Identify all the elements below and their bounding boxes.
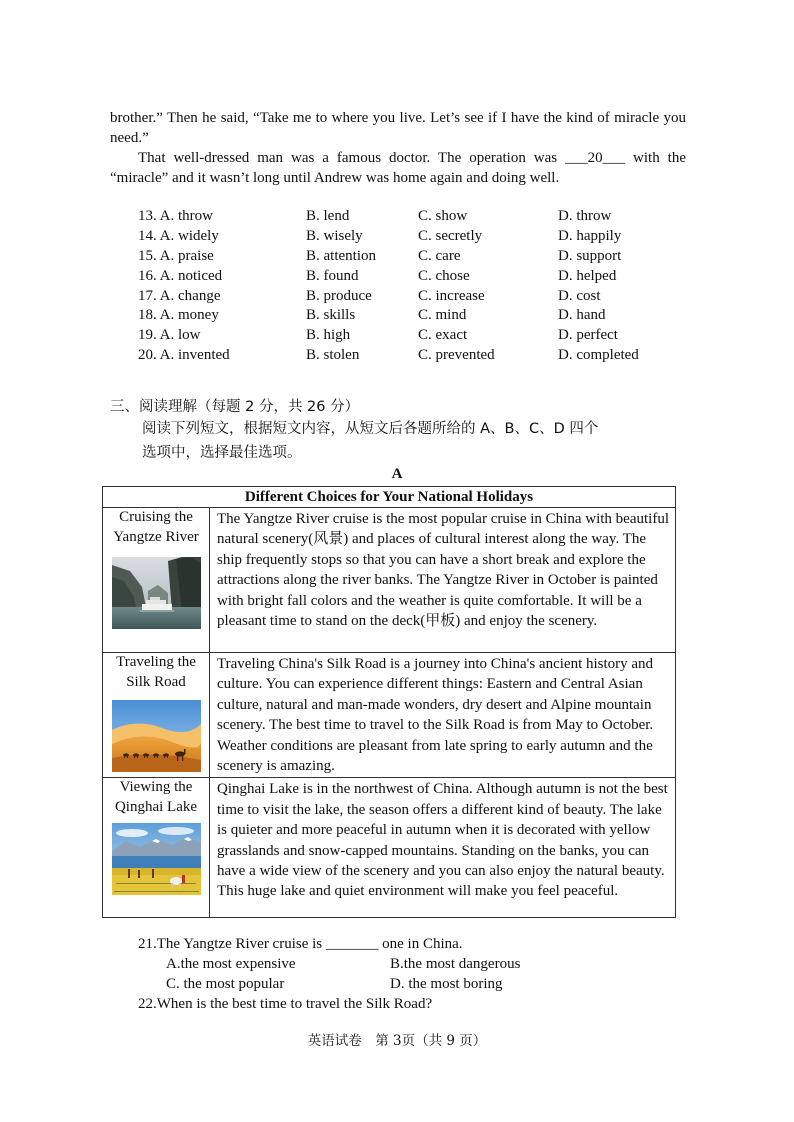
option-b: B. stolen [306, 347, 360, 364]
option-row [138, 247, 698, 267]
option-c: C. care [418, 247, 461, 264]
option-a: 13. A. throw [138, 208, 213, 224]
description-cell: The Yangtze River cruise is the most popular cruise in China with beautiful natural scenery(风景) and places of cultural interest along the way. The ship frequently stops so that you can have a short break and explore the attractions along the river banks. The Yangtze River in October is painted with bright fall colors and the weather is quite comfortable. It will be a pleasant time to stand on the deck(甲板) and enjoy the scenery. [210, 508, 676, 653]
q21-option-d: D. the most boring [390, 976, 503, 992]
option-b: B. produce [306, 287, 372, 304]
question-21: 21.The Yangtze River cruise is _______ one in China. [138, 936, 463, 952]
option-b: B. attention [306, 247, 376, 264]
table-row [103, 778, 676, 918]
q21-option-b: B.the most dangerous [390, 956, 521, 972]
cloze-paragraph: brother.” Then he said, “Take me to where you live. Let’s see if I have the kind of miracle you need.” [110, 110, 686, 146]
place-name: Qinghai Lake [114, 798, 198, 815]
option-d: D. helped [558, 267, 617, 284]
option-d: D. happily [558, 227, 622, 244]
option-b: B. wisely [306, 227, 363, 244]
holidays-table [102, 486, 676, 918]
option-row [138, 306, 698, 326]
option-row [138, 326, 698, 346]
yangtze-river-photo [112, 557, 201, 629]
page-footer: 英语试卷 第 3页（共 9 页） [307, 1033, 487, 1049]
place-cell [103, 778, 210, 918]
place-name: Viewing the [119, 779, 193, 796]
qinghai-lake-photo [112, 823, 201, 895]
silk-road-photo [112, 700, 201, 772]
option-row [138, 207, 698, 227]
place-name: Yangtze River [113, 528, 199, 545]
option-d: D. support [558, 247, 622, 264]
description-cell: Traveling China's Silk Road is a journey into China's ancient history and culture. You can experience different things: Eastern and Central Asian culture, natural and man-made wonders, dry desert and Alpine mountain scenery. The best time to travel to the Silk Road is from May to October. Weather conditions are pleasant from late spring to early autumn and the scenery is amazing. [210, 653, 676, 778]
option-row [138, 346, 698, 366]
qinghai-lake-photo-image [112, 823, 201, 895]
option-b: B. skills [306, 307, 356, 324]
silk-road-photo-image [112, 700, 201, 772]
option-c: C. mind [418, 307, 467, 324]
place-cell [103, 653, 210, 778]
table-title: Different Choices for Your National Holidays [103, 487, 676, 508]
option-a: 15. A. praise [138, 247, 214, 264]
option-d: D. hand [558, 307, 606, 324]
option-row [138, 287, 698, 307]
section-instruction: 选项中，选择最佳选项。 [142, 445, 302, 461]
option-d: D. perfect [558, 327, 618, 344]
cloze-paragraph: That well-dressed man was a famous doctor. The operation was ___20___ with the “miracle” and it wasn’t long until Andrew was home again and doing well. [110, 150, 686, 186]
section-instruction: 阅读下列短文，根据短文内容，从短文后各题所给的 A、B、C、D 四个 [142, 421, 599, 437]
option-a: 14. A. widely [138, 227, 219, 244]
yangtze-river-photo-image [112, 557, 201, 629]
option-c: C. increase [418, 287, 485, 304]
option-a: 20. A. invented [138, 347, 230, 364]
option-row [138, 267, 698, 287]
cloze-options [138, 207, 698, 366]
option-d: D. completed [558, 347, 639, 364]
question-22: 22.When is the best time to travel the Silk Road? [138, 996, 433, 1012]
option-a: 18. A. money [138, 307, 219, 324]
option-d: D. cost [558, 287, 601, 304]
option-b: B. found [306, 267, 359, 284]
option-c: C. show [418, 208, 468, 224]
table-row [103, 653, 676, 778]
option-a: 16. A. noticed [138, 267, 223, 284]
option-a: 17. A. change [138, 287, 221, 304]
place-name: Traveling the [116, 654, 196, 670]
passage-label: A [391, 466, 403, 482]
option-c: C. secretly [418, 227, 483, 244]
option-b: B. high [306, 327, 351, 344]
option-c: C. exact [418, 327, 468, 344]
section-title: 三、阅读理解（每题 2 分，共 26 分） [110, 399, 360, 415]
option-b: B. lend [306, 208, 350, 224]
table-row [103, 508, 676, 653]
option-a: 19. A. low [138, 327, 201, 344]
q21-option-c: C. the most popular [166, 976, 285, 992]
place-name: Silk Road [126, 673, 186, 690]
option-c: C. chose [418, 267, 470, 284]
option-row [138, 227, 698, 247]
option-c: C. prevented [418, 347, 495, 364]
description-cell: Qinghai Lake is in the northwest of China. Although autumn is not the best time to visit the lake, the season offers a different kind of beauty. The lake is quieter and more peaceful in autumn when it is decorated with yellow grasslands and snow-capped mountains. Standing on the banks, you can have a wide view of the scenery and you can also enjoy the natural beauty. This huge lake and quiet environment will make you feel peaceful. [210, 778, 676, 918]
q21-option-a: A.the most expensive [166, 956, 296, 972]
place-cell [103, 508, 210, 653]
option-d: D. throw [558, 208, 612, 224]
place-name: Cruising the [119, 509, 193, 525]
